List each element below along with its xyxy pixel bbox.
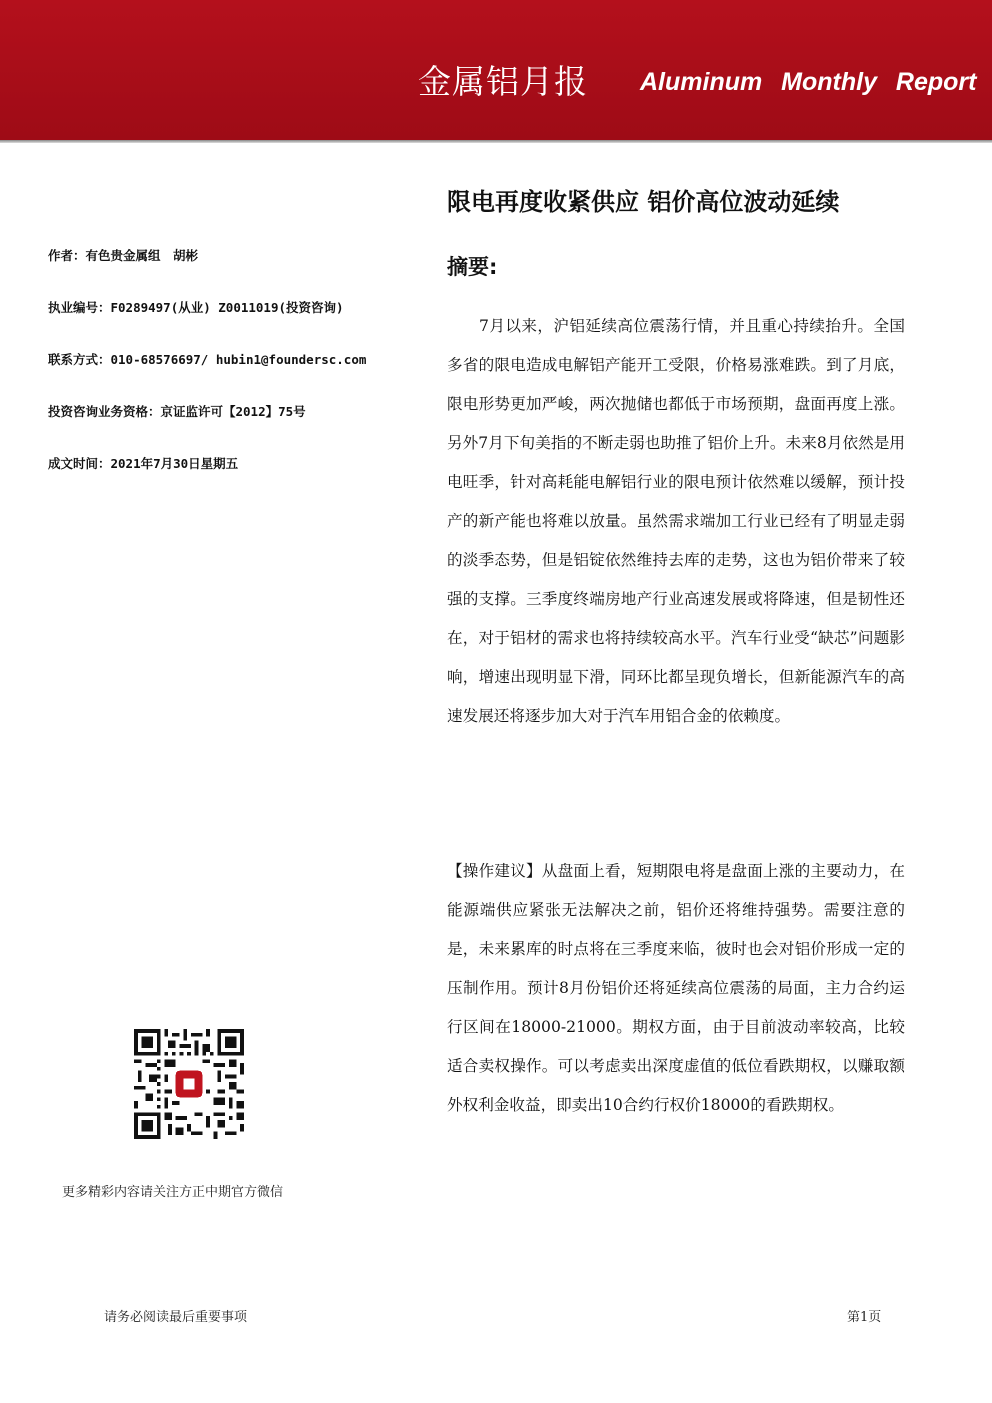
- footer-notice: 请务必阅读最后重要事项: [104, 1310, 248, 1325]
- qr-caption: 更多精彩内容请关注方正中期官方微信: [62, 1185, 284, 1200]
- header-banner: [0, 0, 992, 140]
- date-line: 成文时间：2021年7月30日星期五: [48, 456, 239, 471]
- contact-line: 联系方式：010-68576697/ hubin1@foundersc.com: [48, 352, 367, 367]
- operation-advice-paragraph: 【操作建议】从盘面上看，短期限电将是盘面上涨的主要动力，在能源端供应紧张无法解决之前，铝价还将维持强势。需要注意的是，未来累库的时点将在三季度来临，彼时也会对铝价形成一定的压制作用。预计8月份铝价还将延续高位震荡的局面，主力合约运行区间在18000-21000。期权方面，由于目前波动率较高，比较适合卖权操作。可以考虑卖出深度虚值的低位看跌期权，以赚取额外权利金收益，即卖出10合约行权价18000的看跌期权。: [447, 862, 905, 1114]
- author-line: 作者：有色贵金属组 胡彬: [48, 248, 199, 263]
- page-number: 第1页: [847, 1310, 882, 1325]
- license-number-line: 执业编号：F0289497(从业) Z0011019(投资咨询): [48, 300, 344, 315]
- summary-paragraph: 7月以来，沪铝延续高位震荡行情，并且重心持续抬升。全国多省的限电造成电解铝产能开工受限，价格易涨难跌。到了月底，限电形势更加严峻，两次抛储也都低于市场预期，盘面再度上涨。另外7月下旬美指的不断走弱也助推了铝价上升。未来8月依然是用电旺季，针对高耗能电解铝行业的限电预计依然难以缓解，预计投产的新产能也将难以放量。虽然需求端加工行业已经有了明显走弱的淡季态势，但是铝锭依然维持去库的走势，这也为铝价带来了较强的支撑。三季度终端房地产行业高速发展或将降速，但是韧性还在，对于铝材的需求也将持续较高水平。汽车行业受“缺芯”问题影响，增速出现明显下滑，同环比都呈现负增长，但新能源汽车的高速发展还将逐步加大对于汽车用铝合金的依赖度。: [447, 317, 905, 725]
- qualification-line: 投资咨询业务资格：京证监许可【2012】75号: [48, 404, 306, 419]
- report-title-en: Aluminum Monthly Report: [640, 68, 977, 96]
- article-title: 限电再度收紧供应 铝价高位波动延续: [447, 188, 840, 216]
- header-divider: [0, 140, 992, 143]
- summary-heading: 摘要:: [447, 255, 498, 279]
- qr-code-icon: [134, 1029, 244, 1139]
- report-title-cn: 金属铝月报: [418, 62, 588, 101]
